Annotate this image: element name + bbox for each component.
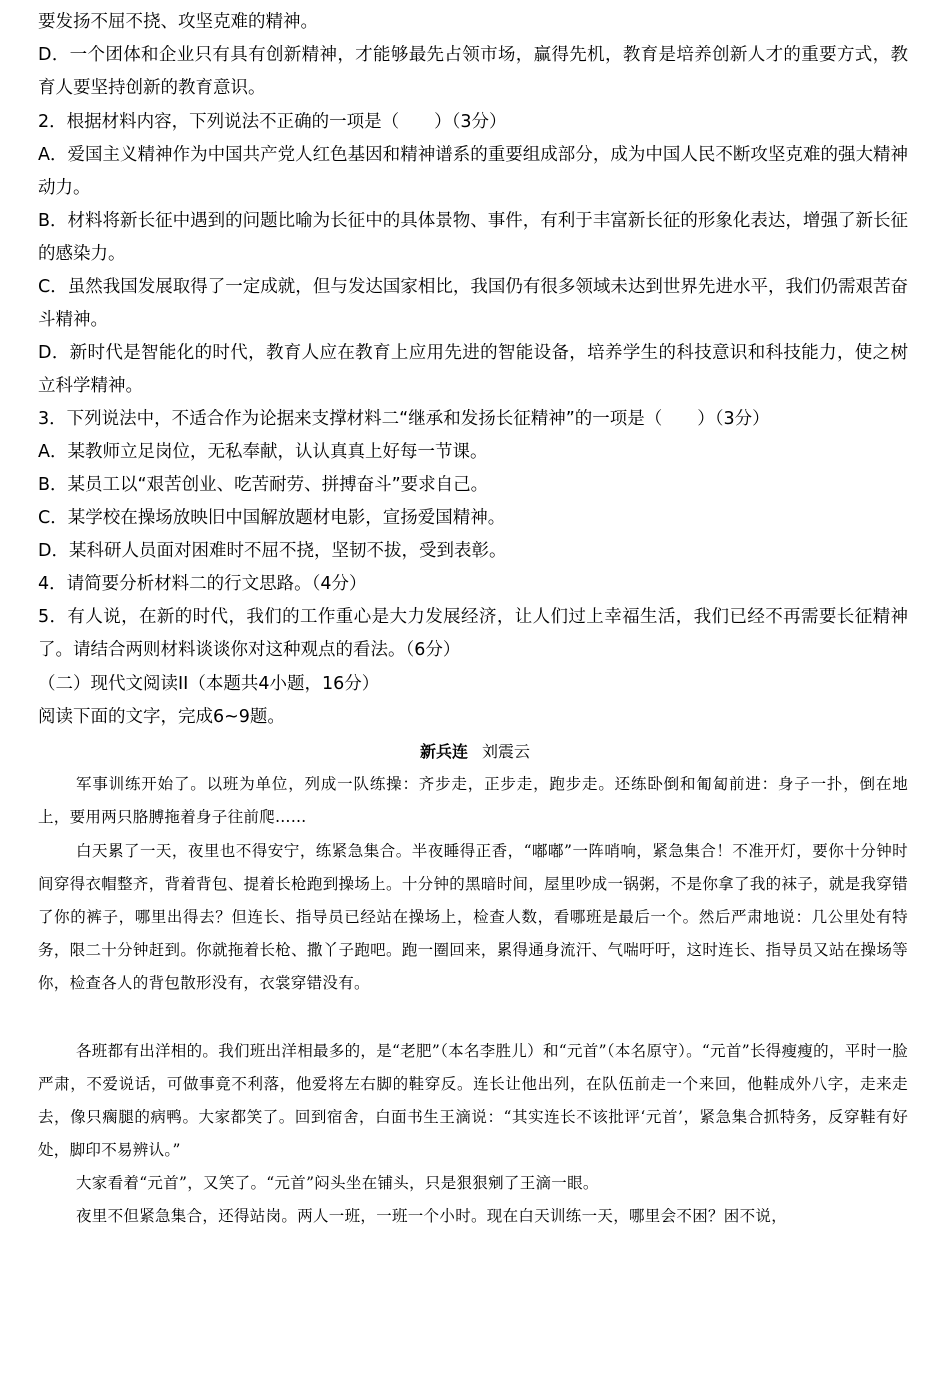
question-4: 4．请简要分析材料二的行文思路。（4分） (38, 574, 367, 594)
option-2c: C．虽然我国发展取得了一定成就，但与发达国家相比，我国仍有很多领域未达到世界先进水平，我们仍需艰苦奋斗精神。 (38, 277, 908, 330)
text-line: 要发扬不屈不挠、攻坚克难的精神。 (38, 12, 318, 32)
story-paragraph-4: 大家看着“元首”，又笑了。“元首”闷头坐在铺头，只是狠狠剜了王滴一眼。 (76, 1174, 599, 1192)
option-3d: D．某科研人员面对困难时不屈不挠，坚韧不拔，受到表彰。 (38, 541, 507, 561)
story-title-line (0, 735, 950, 768)
story-paragraph-2: 白天累了一天，夜里也不得安宁，练紧急集合。半夜睡得正香，“嘟嘟”一阵哨响，紧急集合！不准开灯，要你十分钟时间穿得衣帽整齐，背着背包、提着长枪跑到操场上。十分钟的黑暗时间，屋里吵成一锅粥，不是你拿了我的袜子，就是我穿错了你的裤子，哪里出得去？但连长、指导员已经站在操场上，检查人数，看哪班是最后一个。然后严肃地说：几公里处有特务，限二十分钟赶到。你就拖着长枪、撒丫子跑吧。跑一圈回来，累得通身流汗、气喘吁吁，这时连长、指导员又站在操场等你，检查各人的背包散形没有，衣裳穿错没有。 (38, 842, 908, 992)
question-2: 2．根据材料内容，下列说法不正确的一项是（ ）（3分） (38, 112, 507, 132)
story-paragraph-1: 军事训练开始了。以班为单位，列成一队练操：齐步走，正步走，跑步走。还练卧倒和匍匐前进：身子一扑，倒在地上，要用两只胳膊拖着身子往前爬…… (38, 775, 908, 826)
section-heading: （二）现代文阅读II（本题共4小题，16分） (38, 674, 380, 694)
story-title: 新兵连 (419, 742, 468, 761)
question-5: 5．有人说，在新的时代，我们的工作重心是大力发展经济，让人们过上幸福生活，我们已经不再需要长征精神了。请结合两则材料谈谈你对这种观点的看法。（6分） (38, 607, 908, 660)
option-d-q1: D．一个团体和企业只有具有创新精神，才能够最先占领市场，赢得先机，教育是培养创新人才的重要方式，教育人要坚持创新的教育意识。 (38, 45, 908, 98)
story-paragraph-5: 夜里不但紧急集合，还得站岗。两人一班，一班一个小时。现在白天训练一天，哪里会不困？困不说， (76, 1207, 788, 1225)
option-2b: B．材料将新长征中遇到的问题比喻为长征中的具体景物、事件，有利于丰富新长征的形象化表达，增强了新长征的感染力。 (38, 211, 908, 264)
question-3: 3．下列说法中，不适合作为论据来支撑材料二“继承和发扬长征精神”的一项是（ ）（3分） (38, 409, 770, 429)
option-3a: A．某教师立足岗位，无私奉献，认认真真上好每一节课。 (38, 442, 488, 462)
story-paragraph-3: 各班都有出洋相的。我们班出洋相最多的，是“老肥”（本名李胜儿）和“元首”（本名原守）。“元首”长得瘦瘦的，平时一脸严肃，不爱说话，可做事竟不利落，他爱将左右脚的鞋穿反。连长让他出列，在队伍前走一个来回，他鞋成外八字，走来走去，像只瘸腿的病鸭。大家都笑了。回到宿舍，白面书生王滴说：“其实连长不该批评‘元首’，紧急集合抓特务，反穿鞋有好处，脚印不易辨认。” (38, 1042, 908, 1159)
option-2a: A．爱国主义精神作为中国共产党人红色基因和精神谱系的重要组成部分，成为中国人民不断攻坚克难的强大精神动力。 (38, 145, 908, 198)
option-3b: B．某员工以“艰苦创业、吃苦耐劳、拼搏奋斗”要求自己。 (38, 475, 489, 495)
reading-instruction: 阅读下面的文字，完成6~9题。 (38, 707, 285, 727)
option-2d: D．新时代是智能化的时代，教育人应在教育上应用先进的智能设备，培养学生的科技意识和科技能力，使之树立科学精神。 (38, 343, 908, 396)
story-author: 刘震云 (482, 742, 531, 761)
option-3c: C．某学校在操场放映旧中国解放题材电影，宣扬爱国精神。 (38, 508, 506, 528)
